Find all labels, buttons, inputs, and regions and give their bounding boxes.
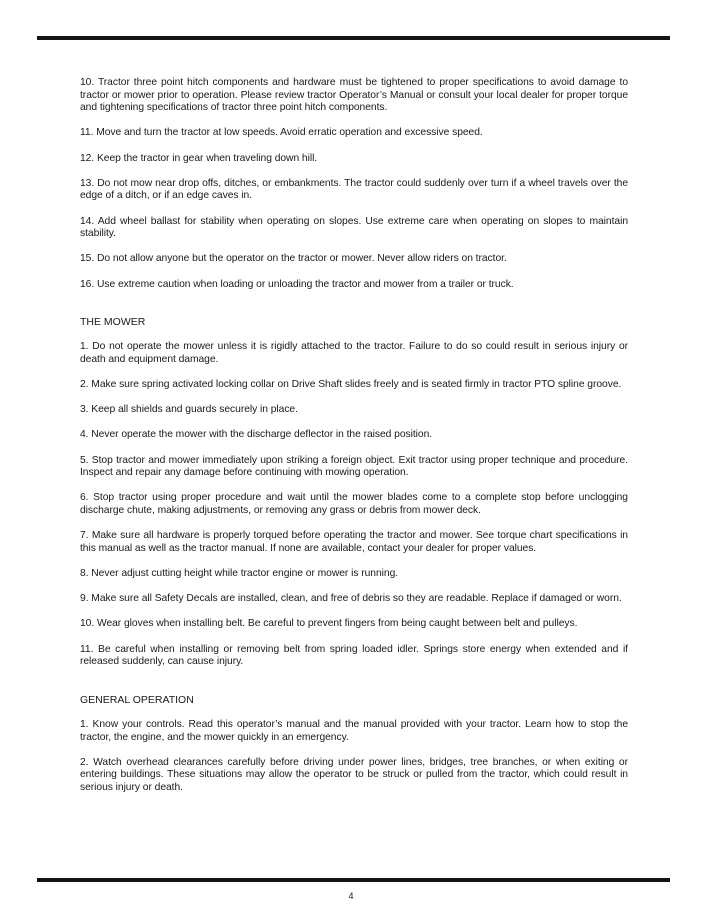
- tractor-item-16: 16. Use extreme caution when loading or unloading the tractor and mower from a trailer or truck.: [80, 278, 514, 290]
- tractor-item-14: 14. Add wheel ballast for stability when operating on slopes. Use extreme care when operating on slopes to maintain stability.: [80, 215, 628, 240]
- mower-item-10: 10. Wear gloves when installing belt. Be careful to prevent fingers from being caught between belt and pulleys.: [80, 618, 578, 630]
- footer-rule: [37, 878, 670, 882]
- tractor-item-13: 13. Do not mow near drop offs, ditches, or embankments. The tractor could suddenly over turn if a wheel travels over the edge of a ditch, or if an edge caves in.: [80, 177, 628, 202]
- tractor-item-15: 15. Do not allow anyone but the operator on the tractor or mower. Never allow riders on tractor.: [80, 253, 507, 265]
- mower-item-5: 5. Stop tractor and mower immediately upon striking a foreign object. Exit tractor using proper technique and procedure. Inspect and repair any damage before continuing with mowing operation.: [80, 454, 628, 479]
- mower-item-9: 9. Make sure all Safety Decals are installed, clean, and free of debris so they are readable. Replace if damaged or worn.: [80, 593, 622, 605]
- mower-section-heading: THE MOWER: [80, 316, 146, 329]
- page-number: 4: [348, 891, 354, 901]
- mower-item-3: 3. Keep all shields and guards securely in place.: [80, 404, 298, 416]
- general-operation-heading: GENERAL OPERATION: [80, 693, 194, 706]
- mower-item-4: 4. Never operate the mower with the discharge deflector in the raised position.: [80, 429, 433, 441]
- mower-item-11: 11. Be careful when installing or removing belt from spring loaded idler. Springs store energy when extended and if released suddenly, can cause injury.: [80, 643, 628, 668]
- tractor-item-11: 11. Move and turn the tractor at low speeds. Avoid erratic operation and excessive speed.: [80, 127, 483, 139]
- mower-item-6: 6. Stop tractor using proper procedure and wait until the mower blades come to a complete stop before unclogging discharge chute, making adjustments, or removing any grass or debris from mower deck.: [80, 492, 628, 516]
- general-item-2: 2. Watch overhead clearances carefully before driving under power lines, bridges, tree branches, or when exiting or entering buildings. These situations may allow the operator to be struck or pulled from the tractor, which could result in serious injury or death.: [80, 756, 628, 793]
- tractor-item-12: 12. Keep the tractor in gear when traveling down hill.: [80, 152, 318, 164]
- mower-item-8: 8. Never adjust cutting height while tractor engine or mower is running.: [80, 567, 399, 579]
- page-body: [80, 77, 628, 794]
- mower-item-7: 7. Make sure all hardware is properly torqued before operating the tractor and mower. See torque chart specifications in this manual as well as the tractor manual. If none are available, contact your dealer for proper values.: [80, 530, 628, 554]
- general-item-1: 1. Know your controls. Read this operator’s manual and the manual provided with your tractor. Learn how to stop the tractor, the engine, and the mower quickly in an emergency.: [80, 718, 628, 743]
- tractor-item-10: 10. Tractor three point hitch components and hardware must be tightened to proper specifications to avoid damage to tractor or mower prior to operation. Please review tractor Operator’s Manual or consult your local dealer for proper torque and tightening specifications of tractor three point hitch components.: [80, 77, 628, 114]
- mower-item-2: 2. Make sure spring activated locking collar on Drive Shaft slides freely and is seated firmly in tractor PTO spline groove.: [80, 379, 622, 391]
- mower-item-1: 1. Do not operate the mower unless it is rigidly attached to the tractor. Failure to do so could result in serious injury or death and equipment damage.: [80, 341, 628, 365]
- header-rule: [37, 36, 670, 40]
